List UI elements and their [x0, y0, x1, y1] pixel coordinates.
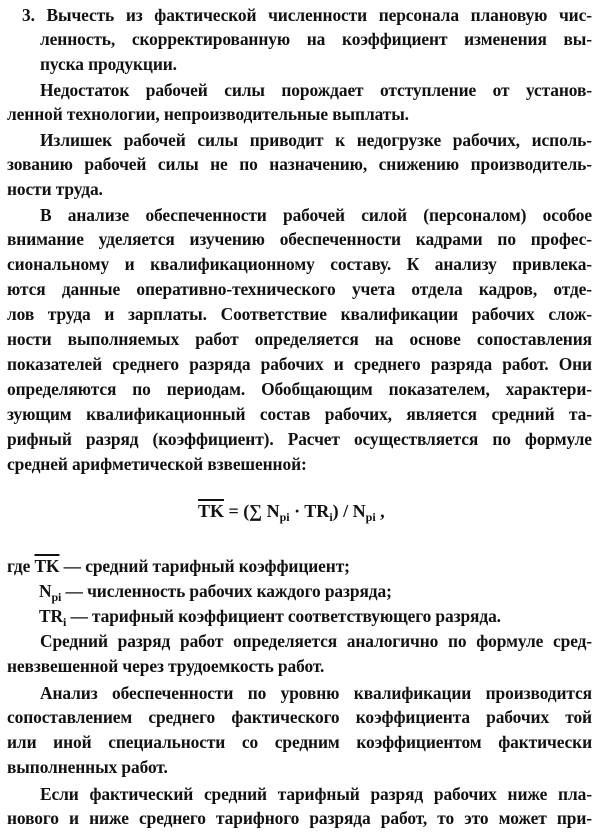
formula-tail: ,	[375, 501, 385, 521]
word: силы	[157, 154, 199, 174]
word: рабочих,	[324, 404, 392, 424]
word: от	[492, 80, 510, 100]
para1-line1	[22, 2, 592, 28]
word: рабочей	[84, 154, 147, 174]
word: фактического	[231, 707, 340, 727]
word: аналогично	[346, 631, 439, 651]
word: по	[492, 429, 511, 449]
word: порождает	[281, 80, 364, 100]
word: исполь-	[531, 130, 592, 150]
word: и	[69, 808, 79, 828]
word: разряд	[85, 429, 139, 449]
word: обеспеченности	[279, 229, 401, 249]
word: характери-	[505, 379, 592, 399]
word: рабочей	[283, 205, 345, 225]
para4-line8	[7, 376, 592, 402]
word: по	[497, 229, 516, 249]
word: на	[374, 329, 394, 349]
word: и	[104, 304, 115, 324]
word: Недостаток	[40, 80, 130, 100]
word: работ,	[380, 808, 428, 828]
formula-rhs: ) / N	[332, 501, 366, 521]
word: силой	[361, 205, 407, 225]
word: состав	[259, 404, 311, 424]
word: данные	[61, 279, 121, 299]
legend-line-tk	[7, 553, 350, 579]
para4-line11: средней арифметической взвешенной:	[7, 454, 307, 474]
word: разряда	[430, 354, 493, 374]
para4-line5	[7, 301, 592, 327]
word: работ	[180, 631, 224, 651]
para3-line2	[7, 151, 592, 177]
word: рифный	[7, 429, 72, 449]
word: уровню	[280, 683, 340, 703]
word: отдела	[411, 279, 463, 299]
word: Вычесть	[46, 5, 115, 25]
word: анализе	[67, 205, 130, 225]
para2-line2: ленной технологии, непроизводительные выплаты.	[7, 104, 409, 124]
word: периодам.	[166, 379, 246, 399]
word: назначению,	[269, 154, 368, 174]
legend-line-tri	[39, 603, 501, 629]
word: обеспеченности	[145, 205, 267, 225]
word: зованию	[7, 154, 73, 174]
word: фактической	[154, 5, 257, 25]
word: коэффициентом	[356, 732, 482, 752]
word: показателем,	[388, 379, 490, 399]
word: по	[132, 379, 151, 399]
word: основе	[409, 329, 461, 349]
word: из	[125, 5, 143, 25]
word: изменения	[464, 29, 547, 49]
word: 3.	[22, 5, 35, 25]
word: рабочей	[123, 130, 186, 150]
word: специальности	[108, 732, 226, 752]
formula-mid: · TR	[289, 501, 330, 521]
word: рабочих	[260, 354, 324, 374]
word: изучению	[189, 229, 265, 249]
word: кадрами	[415, 229, 483, 249]
word: ниже	[89, 808, 129, 828]
legend-where: где	[7, 556, 35, 576]
para4-line9	[7, 401, 592, 427]
word: плановую	[470, 5, 548, 25]
word: разряд	[370, 784, 424, 804]
formula-sub-pi: pi	[279, 510, 290, 524]
word: Если	[40, 784, 79, 804]
word: силы	[197, 130, 239, 150]
word: то	[437, 808, 455, 828]
word: сиональному	[7, 254, 110, 274]
legend-tri-sub: i	[62, 615, 67, 629]
word: рабочих	[433, 784, 497, 804]
word: иной	[53, 732, 92, 752]
word: ниже	[507, 784, 548, 804]
word: тарифный	[277, 784, 360, 804]
word: чис-	[558, 5, 592, 25]
word: производитель-	[470, 154, 592, 174]
word: особое	[542, 205, 592, 225]
para1-line3: пуска продукции.	[40, 54, 177, 74]
word: Средний	[40, 631, 108, 651]
para5-line2: невзвешенной через трудоемкость работ.	[7, 656, 325, 676]
para3-line1	[40, 127, 592, 153]
word: разряд	[117, 631, 171, 651]
para5-line1	[40, 628, 592, 654]
word: отде-	[553, 279, 592, 299]
word: вы-	[563, 29, 592, 49]
legend-npi-symbol: N	[39, 581, 52, 601]
legend-tk-symbol: $\overline{TK}$	[34, 556, 60, 576]
word: недогрузке	[356, 130, 442, 150]
word: формуле	[524, 429, 592, 449]
word: Излишек	[40, 130, 113, 150]
word: тарифного	[216, 808, 300, 828]
word: квалификации	[353, 683, 472, 703]
word: определяется	[233, 631, 338, 651]
word: сопоставлением	[7, 707, 133, 727]
legend-tri-symbol: TR	[39, 606, 63, 626]
word: средний	[491, 404, 555, 424]
word: разряда	[189, 354, 251, 374]
para7-line1	[40, 781, 592, 807]
word: нового	[7, 808, 59, 828]
para6-line4: выполненных работ.	[7, 757, 168, 777]
word: по	[239, 154, 258, 174]
word: (персоналом)	[423, 205, 527, 225]
para4-line1	[40, 202, 592, 228]
word: В	[40, 205, 52, 225]
word: обеспеченности	[112, 683, 234, 703]
word: зующим	[7, 404, 72, 424]
word: силы	[224, 80, 265, 100]
word: коэффициент	[342, 29, 448, 49]
word: та-	[569, 404, 592, 424]
word: на	[306, 29, 326, 49]
word: формуле	[476, 631, 544, 651]
word: той	[565, 707, 592, 727]
para6-line2	[7, 704, 592, 730]
word: квалификационному	[150, 254, 315, 274]
word: это	[464, 808, 489, 828]
word: отступление	[380, 80, 477, 100]
word: среднего	[353, 354, 421, 374]
word: слож-	[548, 304, 592, 324]
word: учета	[351, 279, 396, 299]
word: определяются	[7, 379, 117, 399]
word: К	[406, 254, 420, 274]
word: составу.	[330, 254, 392, 274]
word: ленность,	[40, 29, 116, 49]
word: пла-	[558, 784, 592, 804]
word: может	[498, 808, 547, 828]
para6-line3	[7, 729, 592, 755]
para4-line6	[7, 326, 592, 352]
word: является	[406, 404, 477, 424]
word: к	[335, 130, 346, 150]
word: Они	[558, 354, 592, 374]
word: квалификации	[340, 304, 459, 324]
word: квалификационный	[86, 404, 246, 424]
formula-sub-i: i	[329, 510, 333, 524]
para4-line10	[7, 426, 592, 452]
word: внимание	[7, 229, 84, 249]
word: (коэффициент).	[152, 429, 274, 449]
word: среднего	[112, 354, 180, 374]
word: уделяется	[98, 229, 175, 249]
para2-line1	[40, 77, 592, 103]
word: установ-	[525, 80, 592, 100]
word: определяется	[254, 329, 359, 349]
word: персонала	[378, 5, 459, 25]
word: и	[124, 254, 135, 274]
legend-line-npi	[39, 578, 392, 604]
legend-npi-desc: — численность рабочих каждого разряда;	[61, 581, 392, 601]
word: или	[7, 732, 37, 752]
word: производится	[485, 683, 592, 703]
word: Соответствие	[220, 304, 327, 324]
formula-eq: = (∑ N	[224, 501, 280, 521]
formula	[198, 498, 385, 524]
word: труда	[47, 304, 91, 324]
word: сопоставления	[476, 329, 592, 349]
word: средний	[203, 784, 267, 804]
word: оперативно-технического	[136, 279, 336, 299]
legend-tri-desc: — тарифный коэффициент соответствующего разряда.	[66, 606, 501, 626]
word: зарплаты.	[127, 304, 207, 324]
word: рабочих	[471, 304, 535, 324]
word: при-	[556, 808, 592, 828]
para4-line7	[7, 351, 592, 377]
word: Обобщающим	[261, 379, 373, 399]
legend-tk-desc: — средний тарифный коэффициент;	[59, 556, 350, 576]
word: работ.	[502, 354, 549, 374]
word: рабочих,	[452, 130, 520, 150]
word: лов	[7, 304, 35, 324]
word: показателей	[7, 354, 103, 374]
word: Анализ	[40, 683, 98, 703]
word: ности	[7, 329, 52, 349]
word: рабочих	[486, 707, 550, 727]
word: по	[447, 631, 467, 651]
word: разряда	[309, 808, 371, 828]
para3-line3: ности труда.	[7, 179, 103, 199]
para1-line2	[40, 26, 592, 52]
legend-npi-sub: pi	[51, 590, 62, 604]
word: осуществляется	[353, 429, 479, 449]
para6-line1	[40, 680, 592, 706]
word: ются	[7, 279, 46, 299]
word: средним	[274, 732, 340, 752]
word: не	[210, 154, 228, 174]
para4-line3	[7, 251, 592, 277]
word: привлека-	[512, 254, 592, 274]
word: Расчет	[287, 429, 340, 449]
word: и	[333, 354, 344, 374]
word: приводит	[249, 130, 324, 150]
word: фактический	[89, 784, 194, 804]
word: профес-	[530, 229, 592, 249]
word: работ	[195, 329, 239, 349]
word: по	[247, 683, 267, 703]
word: снижению	[378, 154, 460, 174]
word: анализу	[434, 254, 497, 274]
para4-line2	[7, 226, 592, 252]
word: среднего	[139, 808, 206, 828]
word: со	[241, 732, 259, 752]
word: скорректированную	[131, 29, 291, 49]
word: численности	[268, 5, 368, 25]
word: выполняемых	[67, 329, 180, 349]
word: сред-	[553, 631, 592, 651]
word: коэффициента	[355, 707, 470, 727]
formula-tk-symbol: $\overline{TK}$	[198, 501, 225, 521]
word: среднего	[148, 707, 216, 727]
para4-line4	[7, 276, 592, 302]
word: кадров,	[478, 279, 538, 299]
para7-line2	[7, 805, 592, 831]
formula-sub-pi-2: pi	[365, 510, 376, 524]
word: фактически	[498, 732, 592, 752]
word: рабочей	[145, 80, 208, 100]
